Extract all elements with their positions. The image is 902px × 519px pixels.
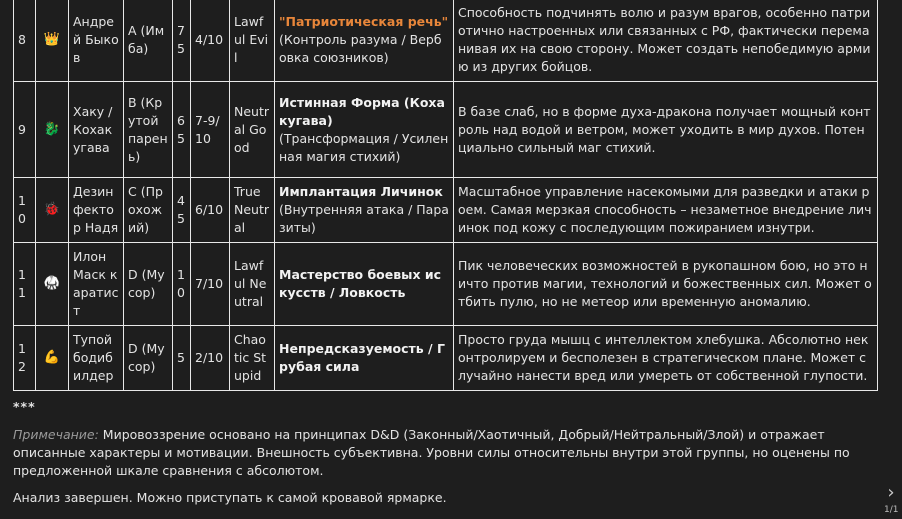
ability-name: Непредсказуемость / Грубая сила (279, 341, 445, 374)
closing-text: Анализ завершен. Можно приступать к самой кровавой ярмарке. (13, 490, 447, 505)
character-name: Тупой бодибилдер (69, 326, 124, 391)
flexed-biceps-icon: 💪 (36, 326, 69, 391)
row-number: 8 (14, 0, 36, 82)
ability-cell (275, 178, 454, 243)
crown-icon: 👑 (36, 0, 69, 82)
martial-arts-uniform-icon: 🥋 (36, 243, 69, 326)
description: Пик человеческих возможностей в рукопашном бою, но это ничто против магии, технологий и божественных сил. Может отбить пулю, но не метеор или временную аномалию. (454, 243, 878, 326)
table-row (14, 326, 878, 391)
table-row (14, 243, 878, 326)
alignment: Chaotic Stupid (230, 326, 275, 391)
power-level: 75 (173, 0, 191, 82)
ability-cell (275, 326, 454, 391)
alignment: Lawful Evil (230, 0, 275, 82)
description: Масштабное управление насекомыми для разведки и атаки роем. Самая мерзкая способность – незаметное внедрение личинок под кожу с последующим пожиранием изнутри. (454, 178, 878, 243)
character-name: Хаку / Кохакугава (69, 82, 124, 178)
ability-name: Мастерство боевых искусств / Ловкость (279, 267, 442, 300)
score: 2/10 (191, 326, 230, 391)
ability-name: Истинная Форма (Кохакугава) (279, 94, 445, 128)
character-name: Андрей Быков (69, 0, 124, 82)
description: Способность подчинять волю и разум врагов, особенно патриотично настроенных или связанных с РФ, фактически переманивая их на свою сторону. Может создать непобедимую армию из других бойцов. (454, 0, 878, 82)
ability-cell (275, 243, 454, 326)
power-level: 45 (173, 178, 191, 243)
note-label: Примечание: (13, 427, 99, 442)
ability-category: (Внутренняя атака / Паразиты) (279, 202, 449, 235)
character-rank: D (Мусор) (124, 326, 173, 391)
character-name: Дезинфектор Надя (69, 178, 124, 243)
character-rank: D (Мусор) (124, 243, 173, 326)
score: 4/10 (191, 0, 230, 82)
character-rank: C (Прохожий) (124, 178, 173, 243)
row-number: 9 (14, 82, 36, 178)
character-name: Илон Маск каратист (69, 243, 124, 326)
table-row (14, 82, 878, 178)
beetle-icon: 🐞 (36, 178, 69, 243)
note-text: Мировоззрение основано на принципах D&D (Законный/Хаотичный, Добрый/Нейтральный/Злой) и отражает описанные характеры и мотивации. Внешность субъективна. Уровни силы относительны внутри этой группы, но оценены по предложенной шкале сравнения с абсолютом. (13, 427, 850, 478)
ability-category: (Контроль разума / Вербовка союзников) (279, 32, 442, 65)
character-rank: A (Имба) (124, 0, 173, 82)
power-level: 65 (173, 82, 191, 178)
dragon-icon: 🐉 (36, 82, 69, 178)
note-paragraph (13, 426, 873, 480)
ability-cell (275, 0, 454, 82)
page-indicator: 1/1 (884, 505, 899, 515)
table-row (14, 178, 878, 243)
characters-table (13, 0, 878, 391)
power-level: 5 (173, 326, 191, 391)
score: 7-9/10 (191, 82, 230, 178)
row-number: 10 (14, 178, 36, 243)
alignment: Neutral Good (230, 82, 275, 178)
description: Просто груда мышц с интеллектом хлебушка. Абсолютно неконтролируем и бесполезен в стратегическом плане. Может случайно нанести вред или умереть от собственной глупости. (454, 326, 878, 391)
row-number: 12 (14, 326, 36, 391)
table-body (14, 0, 878, 391)
alignment: Lawful Neutral (230, 243, 275, 326)
description: В базе слаб, но в форме духа-дракона получает мощный контроль над водой и ветром, может уходить в мир духов. Потенциально сильный маг стихий. (454, 82, 878, 178)
power-level: 10 (173, 243, 191, 326)
ability-category: (Трансформация / Усиленная магия стихий) (279, 130, 449, 164)
ability-cell (275, 82, 454, 178)
score: 7/10 (191, 243, 230, 326)
score: 6/10 (191, 178, 230, 243)
character-rank: B (Крутой парень) (124, 82, 173, 178)
chevron-right-icon[interactable]: › (887, 482, 895, 503)
alignment: True Neutral (230, 178, 275, 243)
table-row (14, 0, 878, 82)
row-number: 11 (14, 243, 36, 326)
ability-name: Имплантация Личинок (279, 184, 443, 199)
separator: *** (13, 399, 36, 414)
ability-name: "Патриотическая речь" (279, 14, 449, 29)
